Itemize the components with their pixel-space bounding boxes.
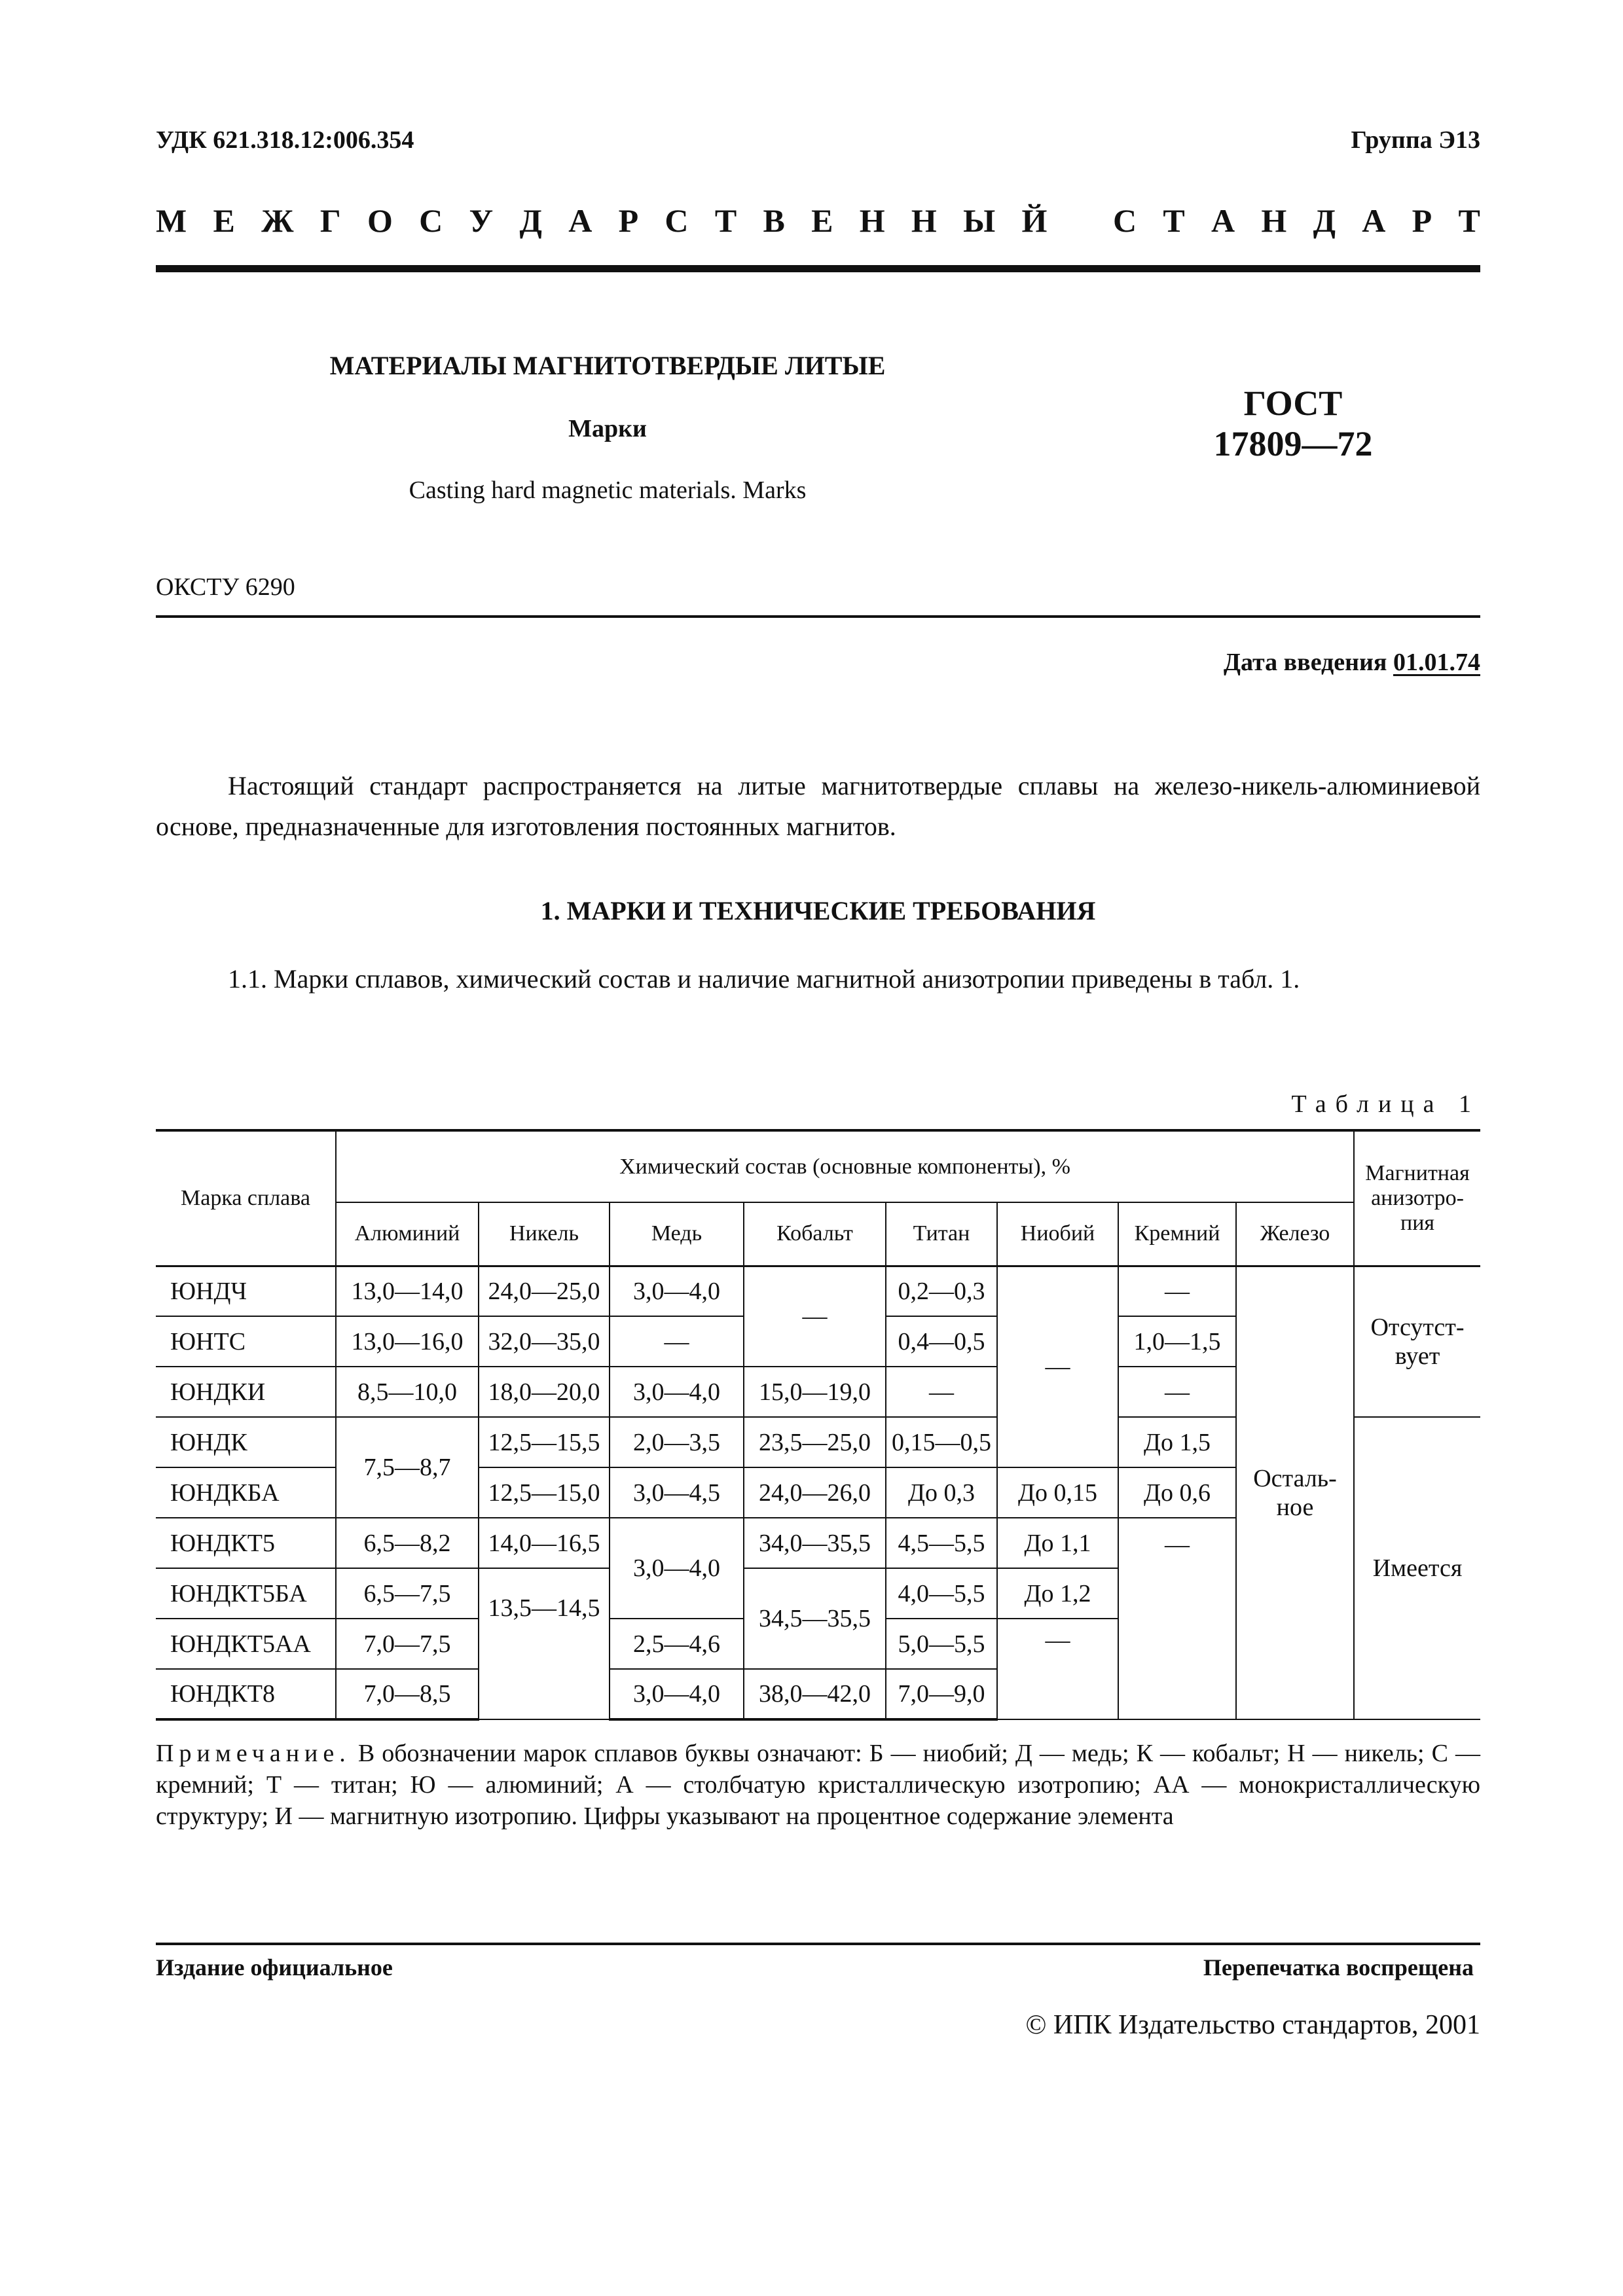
cell-cu: 3,0—4,0	[610, 1518, 744, 1619]
cell-si: —	[1118, 1518, 1236, 1719]
note-text: В обозначении марок сплавов буквы означают: Б — ниобий; Д — медь; К — кобальт; Н — никель; С — кремний; Т — титан; Ю — алюминий; А — столбчатую кристаллическую изотропию; АА — монокристаллическую структуру; И — магнитную изотропию. Цифры указывают на процентное содержание элемента	[156, 1740, 1480, 1830]
cell-nb: До 1,1	[997, 1518, 1118, 1568]
date-value: 01.01.74	[1393, 649, 1480, 676]
header-aniso: Магнитная анизотро-пия	[1354, 1130, 1480, 1266]
cell-cu: 2,0—3,5	[610, 1417, 744, 1467]
cell-ti: —	[886, 1367, 997, 1417]
cell-si: До 1,5	[1118, 1417, 1236, 1467]
cell-co: 24,0—26,0	[744, 1467, 886, 1518]
cell-co: 34,0—35,5	[744, 1518, 886, 1568]
cell-co: —	[744, 1266, 886, 1367]
cell-ni: 24,0—25,0	[479, 1266, 610, 1316]
reprint-prohibited: Перепечатка воспрещена	[1203, 1954, 1474, 1981]
cell-ni: 13,5—14,5	[479, 1568, 610, 1719]
cell-ti: 5,0—5,5	[886, 1619, 997, 1669]
cell-ti: 4,5—5,5	[886, 1518, 997, 1568]
cell-co: 38,0—42,0	[744, 1669, 886, 1719]
cell-mark: ЮНДКТ5АА	[156, 1619, 336, 1669]
copyright: © ИПК Издательство стандартов, 2001	[1025, 2010, 1480, 2040]
cell-si: До 0,6	[1118, 1467, 1236, 1518]
cell-mark: ЮНДКБА	[156, 1467, 336, 1518]
header-fe: Железо	[1236, 1202, 1354, 1266]
udk-code: УДК 621.318.12:006.354	[156, 126, 414, 154]
cell-si: 1,0—1,5	[1118, 1316, 1236, 1367]
header-nb: Ниобий	[997, 1202, 1118, 1266]
header-al: Алюминий	[336, 1202, 479, 1266]
cell-al: 13,0—16,0	[336, 1316, 479, 1367]
okstu-rule	[156, 615, 1480, 618]
cell-cu: 3,0—4,0	[610, 1266, 744, 1316]
header-rule	[156, 265, 1480, 272]
cell-ti: До 0,3	[886, 1467, 997, 1518]
cell-al: 7,0—8,5	[336, 1669, 479, 1719]
footer-rule	[156, 1943, 1480, 1945]
cell-mark: ЮНДКТ8	[156, 1669, 336, 1719]
group-code: Группа Э13	[1351, 126, 1480, 154]
cell-mark: ЮНТС	[156, 1316, 336, 1367]
cell-co: 15,0—19,0	[744, 1367, 886, 1417]
header-ni: Никель	[479, 1202, 610, 1266]
gost-label: ГОСТ	[1243, 384, 1343, 423]
cell-aniso: Имеется	[1354, 1417, 1480, 1719]
cell-nb: —	[997, 1619, 1118, 1719]
cell-co: 34,5—35,5	[744, 1568, 886, 1669]
gost-designation	[1192, 383, 1395, 464]
gost-number: 17809—72	[1213, 424, 1373, 463]
cell-ti: 0,15—0,5	[886, 1417, 997, 1467]
cell-al: 8,5—10,0	[336, 1367, 479, 1417]
cell-ni: 32,0—35,0	[479, 1316, 610, 1367]
cell-co: 23,5—25,0	[744, 1417, 886, 1467]
cell-al: 7,5—8,7	[336, 1417, 479, 1518]
interstate-standard-banner: М Е Ж Г О С У Д А Р С Т В Е Н Н Ы Й С Т А Н Д А Р Т	[156, 202, 1480, 239]
cell-mark: ЮНДЧ	[156, 1266, 336, 1316]
cell-mark: ЮНДКТ5	[156, 1518, 336, 1568]
cell-si: —	[1118, 1367, 1236, 1417]
cell-ti: 7,0—9,0	[886, 1669, 997, 1719]
header-chem: Химический состав (основные компоненты), %	[336, 1130, 1354, 1202]
cell-al: 13,0—14,0	[336, 1266, 479, 1316]
table-note	[156, 1738, 1480, 1832]
cell-al: 7,0—7,5	[336, 1619, 479, 1669]
section-paragraph: 1.1. Марки сплавов, химический состав и наличие магнитной анизотропии приведены в табл. 1.	[228, 964, 1300, 994]
cell-nb: До 0,15	[997, 1467, 1118, 1518]
cell-al: 6,5—8,2	[336, 1518, 479, 1568]
header-mark: Марка сплава	[156, 1130, 336, 1266]
header-cu: Медь	[610, 1202, 744, 1266]
date-label: Дата введения	[1223, 649, 1387, 676]
alloy-table	[156, 1129, 1480, 1721]
document-subtitle: Марки	[568, 415, 647, 442]
cell-cu: —	[610, 1316, 744, 1367]
cell-ni: 18,0—20,0	[479, 1367, 610, 1417]
cell-aniso: Отсутст-вует	[1354, 1266, 1480, 1417]
intro-paragraph: Настоящий стандарт распространяется на литые магнитотвердые сплавы на железо-никель-алюминиевой основе, предназначенные для изготовления постоянных магнитов.	[156, 771, 1480, 841]
cell-cu: 3,0—4,5	[610, 1467, 744, 1518]
cell-ti: 0,2—0,3	[886, 1266, 997, 1316]
okstu-code: ОКСТУ 6290	[156, 573, 295, 601]
cell-nb: До 1,2	[997, 1568, 1118, 1619]
cell-cu: 2,5—4,6	[610, 1619, 744, 1669]
official-edition: Издание официальное	[156, 1954, 393, 1981]
section-heading: 1. МАРКИ И ТЕХНИЧЕСКИЕ ТРЕБОВАНИЯ	[540, 896, 1096, 925]
cell-si: —	[1118, 1266, 1236, 1316]
cell-ni: 12,5—15,5	[479, 1417, 610, 1467]
cell-cu: 3,0—4,0	[610, 1367, 744, 1417]
cell-al: 6,5—7,5	[336, 1568, 479, 1619]
cell-mark: ЮНДКИ	[156, 1367, 336, 1417]
cell-ni: 14,0—16,5	[479, 1518, 610, 1568]
cell-ti: 4,0—5,5	[886, 1568, 997, 1619]
cell-mark: ЮНДКТ5БА	[156, 1568, 336, 1619]
header-co: Кобальт	[744, 1202, 886, 1266]
cell-fe: Осталь-ное	[1236, 1266, 1354, 1719]
table-row	[156, 1266, 1480, 1316]
english-title: Casting hard magnetic materials. Marks	[409, 476, 807, 504]
note-label: Примечание.	[156, 1740, 351, 1767]
introduction-date	[1224, 648, 1480, 677]
cell-ti: 0,4—0,5	[886, 1316, 997, 1367]
table-label: Таблица 1	[1291, 1090, 1480, 1118]
header-si: Кремний	[1118, 1202, 1236, 1266]
cell-nb: —	[997, 1266, 1118, 1467]
cell-mark: ЮНДК	[156, 1417, 336, 1467]
cell-ni: 12,5—15,0	[479, 1467, 610, 1518]
document-title: МАТЕРИАЛЫ МАГНИТОТВЕРДЫЕ ЛИТЫЕ	[329, 351, 886, 380]
header-ti: Титан	[886, 1202, 997, 1266]
cell-cu: 3,0—4,0	[610, 1669, 744, 1719]
